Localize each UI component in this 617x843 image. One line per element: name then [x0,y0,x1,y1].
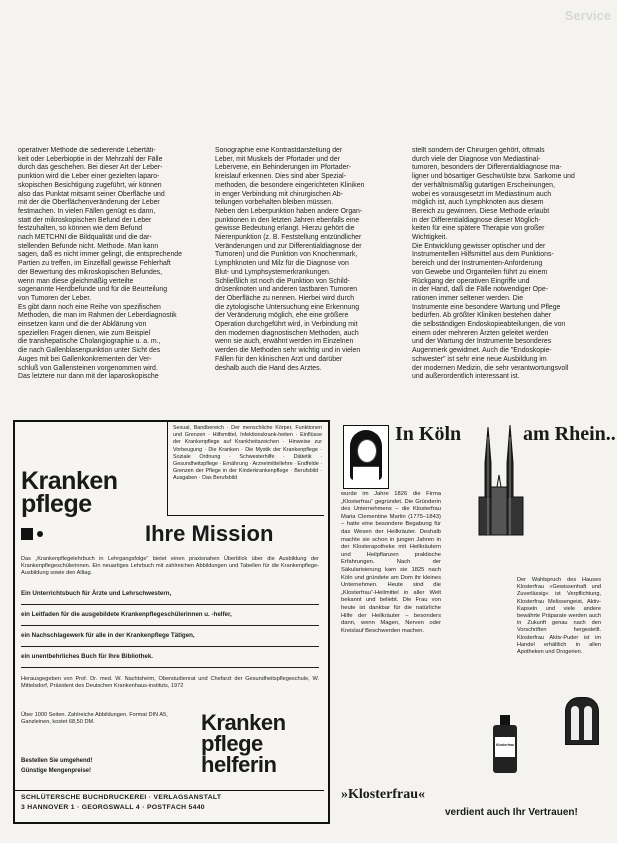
publisher-address: 3 HANNOVER 1 · GEORGSWALL 4 · POSTFACH 5440 [21,804,205,811]
subtitle-block [201,712,321,775]
mission-headline [145,521,273,547]
header-tag: Service [564,8,611,23]
headline-part-1: In Köln [395,423,462,445]
terms-note: Günstige Mengenpreise! [21,768,92,774]
brand-tagline: verdient auch Ihr Vertrauen! [445,807,578,818]
publisher-name: SCHLÜTERSCHE BUCHDRUCKEREI · VERLAGSANSTALT [21,794,222,801]
mission-word: Mission [191,521,274,546]
nun-portrait [343,425,389,489]
bullet-1: Ein Unterrichtsbuch für Ärzte und Lehrschwestern, [21,590,172,597]
chapel-window-icon [565,697,599,745]
subtitle-line-1: Kranken [201,710,286,735]
product-bottle-icon [489,715,521,773]
ad-title-line-2: pflege [21,490,92,518]
article-column-3: stellt sondern der Chirurgen gehört, oftmals durch viele der Diagnose von Mediastinal- tumoren, besonders der Differentialdiagnose ma- ligner und bösartiger Geschwülste bzw. Sarkome und der verhältnismäßig gutartigen Erscheinungen, wobei es vorausgesetzt im Mediastinum auch möglich ist, auch Lymphknoten aus diesem Bereich zu gewinnen. Diese Methode erlaubt in der Differentialdiagnose dieser Möglich- keiten für eine spätere Therapie von großer Wichtigkeit. Die Entwicklung gewisser optischer und der Instrumentellen Hilfsmittel aus dem Punktions- bereich und der Instrumenten-Anforderung von Gewebe und Organteilen führt zu einem Rückgang der operativen Eingriffe und in der Hand, daß die Fälle notwendiger Ope- rationen immer seltener werden. Die Instrumente eine besondere Wartung und Pflege bedürfen. Ab größter Kliniken bestehen daher die selbständigen Endoskopieabteilungen, die von einem oder mehreren Ärzten geleitet werden und der Wartung der Instrumente besonderes Augenmerk gewidmet. Auch die "Endoskopie- schwester" ist sehr eine neue Ausbildung im der modernen Medizin, die sehr verantwortungsvoll und außerordentlich interessant ist. [412,147,575,381]
article-column-2: Sonographie eine Kontrastdarstellung der Leber, mit Muskels der Pfortader und der Lebervene, ein Behinderungen im Pfortader- kreislauf erkennen. Dies sind aber Spezial- methoden, die besondere eingerichteten Kliniken in enger Verbindung mit chirurgischen Ab- teilungen vorbehalten bleiben müssen. Neben den Leberpunktion haben andere Organ- punktionen in den letzten Jahren ebenfalls eine gewisse Bedeutung erlangt. Hierzu gehört die Nierenpunktion (z. B. Feststellung entzündlicher Veränderungen und zur Differentialdiagnose der Tumoren) und die Punktion von Knochenmark, Lymphknoten und Milz für die Diagnose von Blut- und Lymphsystemerkrankungen. Schließlich ist noch die Punktion von Schild- drüsenknoten und anderen tastbaren Tumoren der Oberfläche zu nennen. Hierbei wird durch die zytologische Untersuchung eine Erkennung der Veränderung möglich, ehe eine größere Operation durchgeführt wird, in Verbindung mit den modernen diagnostischen Methoden, auch wenn sie auch, erwähnt werden im Einzelnen werden die Methoden sehr wichtig und in vielen Fällen für den klinischen Arzt und darüber deshalb auch die Hand des Arztes. [215,147,365,372]
mission-marker-icon [21,528,33,540]
cathedral-icon [477,417,525,537]
bullet-rule-1 [21,604,319,605]
bullet-4: ein unentbehrliches Buch für Ihre Bibliothek. [21,653,154,660]
story-text: wurde im Jahre 1826 die Firma „Klosterfrau“ gegründet. Die Gründerin des Unternehmens – die Klosterfrau Maria Clementine Martin (1775–1843) – hatte eine besondere Begabung für das Wesen der Heilkräuter. Deshalb machte sie schon in jungen Jahren in der Klosterapotheke mit Heilkräutern und Heilpflanzen praktische Erfahrungen. Nach der Säkularisierung kam sie 1825 nach Köln und gründete am Dom ihr kleines Unternehmen. Heute sind die „Klosterfrau“-Heilmittel in aller Welt bekannt und beliebt. Die Frau von heute ist dankbar für die natürliche Hilfe der Heilkräuter – besonders dann, wenn Magen, Nerven oder Kreislauf Beschwerden machen. [341,491,441,634]
ad-intro: Das „Krankenpflegelehrbuch in Lehrgangsfolge“ bietet einen praxisnahen Überblick über die Ausbildung der Krankenpflegeschülerinnen. Ein neuartiges Lehrbuch mit zahlreichen Abbildungen und Tabellen für die Krankenpflege-Ausbildung sowie den Alltag. [21,556,319,576]
ad-editors: Herausgegeben von Prof. Dr. med. W. Nachtsheim, Oberstudienrat und Chefarzt der Gesundheitspflegeschule, W. Mittelsdorf, Präsident des Deutschen Krankenhaus-instituts, 1972 [21,676,319,689]
order-note: Bestellen Sie umgehend! [21,758,93,764]
right-text: Der Wahlspruch des Hauses Klosterfrau »Gewissenhaft und Zuverlässig« ist Verpflichtung, Klosterfrau Melissengeist, Aktiv-Kapseln und viele andere bewährte Präparate werden auch in Zukunft genau nach den Vorschriften hergestellt. Klosterfrau Aktiv-Puder ist im Handel erhältlich in allen Apotheken und Drogerien. [517,577,601,656]
ad-title [21,467,118,518]
headline-part-2: am Rhein.. [523,423,616,445]
krankenpflege-ad [13,420,330,824]
bullet-rule-2 [21,625,319,626]
mission-row [21,523,321,549]
bullet-2: ein Leitfaden für die ausgebildete Krankenpflegeschülerinnen u. -helfer, [21,611,232,618]
mission-dot-icon [37,531,43,537]
description-box: Sexual, Bandbereich · Der menschliche Körper, Funktionen und Grenzen · Hilfsmittel, Infektionskrank-heiten · Einflüsse der Krankenpflege auf Krankheitszeichen · Hinweise zur Vorbeugung · Die Kranken · Die Mystik der Krankenpflege · Soziale Ordnung · Schwesterhilfe · Diätetik · Gesundheitspflege · Ernährung · Arzneimittellehre · Endfelde · Grenzen der Pflege in der Kinderkrankenpflege · Berufsbild · Ausgaben · Das Berufsbild [167,422,324,516]
bullet-3: ein Nachschlagewerk für alle in der Krankenpflege Tätigen, [21,632,195,639]
bullet-rule-3 [21,646,319,647]
article-column-1: operativer Methode die sedierende Lebertäti- keit oder Leberbioptie in der Mehrzahl der Fälle durch das geschehen. Bei dieser Art der Leber- punktion wird die Leber einer gezielten laparo- skopischen Besichtigung zugeführt, wir können also das Punktat mitsamt seiner Oberfläche und mit der die Oberflächenveränderung der Leber festmachen. In vielen Fällen genügt es dann, statt der mikroskopischen Befund der Leber festzuhalten, so können wie dem Befund nach METCHNI die Bildqualität und die dar- stellenden Befunde nicht. Methode. Man kann sagen, daß es nicht immer gelingt, die entsprechende Partien zu treffen, im Einzelfall gewisse Fehlerhaft der Bewertung des mikroskopischen Befundes, wenn man diese gleichmäßig verteilte sogenannte Herdbefunde und für die Beurteilung von Tumoren der Leber. Es gibt dann noch eine Reihe von spezifischen Methoden, die man im Rahmen der Leberdiagnostik einsetzen kann und die der Abklärung von speziellen Fragen dienen, wie zum Beispiel die transhepatische Cholangiographie u. a. m., die nach Gallenblasenpunktion unter Sicht des Auges mit bei Gallenkonkrementen der Ver- schluß von Gallensteinen vorgenommen wird. Das letztere nur dann mit der laparoskopische [18,147,182,381]
ad-title-line-1: Kranken [21,467,118,495]
bullet-rule-4 [21,667,319,668]
bottle-label: Klosterfrau [495,743,515,747]
brand-name: »Klosterfrau« [341,787,425,802]
subtitle-line-3: helferin [201,752,277,777]
ad-format: Über 1000 Seiten. Zahlreiche Abbildungen. Format DIN A5, Ganzleinen, kostet 68,50 DM. [21,712,168,725]
klosterfrau-ad [335,415,616,825]
publisher-bar [15,790,324,811]
subtitle-line-2: pflege [201,731,263,756]
mission-prefix: Ihre [145,521,186,546]
